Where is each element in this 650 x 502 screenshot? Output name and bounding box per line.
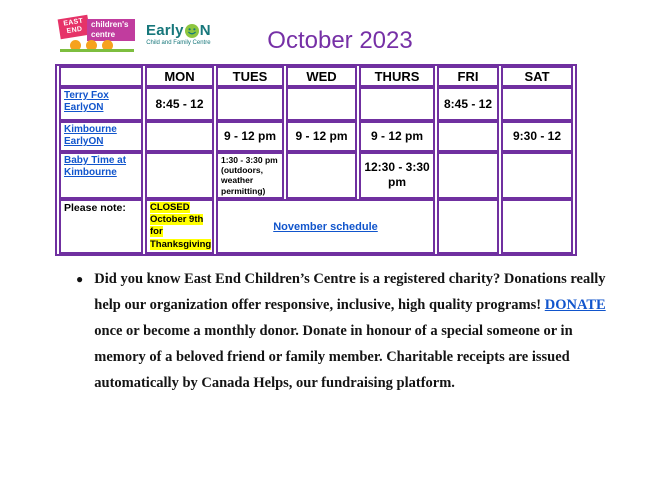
empty-cell [437,121,499,152]
col-header-wed: WED [286,66,357,87]
col-header-thurs: THURS [359,66,435,87]
row-label-cell [59,87,143,121]
table-row-please-note [59,199,573,254]
kimbourne-tues-cell: 9 - 12 pm [216,121,284,152]
empty-cell [437,152,499,199]
baby-time-thurs-cell: 12:30 - 3:30 pm [359,152,435,199]
donation-bullet-paragraph [76,266,624,396]
closed-highlight-text: CLOSED October 9th for Thanksgiving [150,201,212,250]
earlyon-word-right: N [199,22,211,39]
row-label-cell [59,121,143,152]
terry-fox-mon-cell: 8:45 - 12 [145,87,214,121]
kimbourne-wed-cell: 9 - 12 pm [286,121,357,152]
baby-time-kimbourne-link[interactable]: Baby Time at Kimbourne [64,155,127,178]
col-header-sat: SAT [501,66,573,87]
kimbourne-sat-cell: 9:30 - 12 [501,121,573,152]
earlyon-word-left: Early [146,22,184,39]
corner-cell [59,66,143,87]
east-end-badge-line2: END [66,25,83,36]
schedule-table [55,64,577,256]
childrens-centre-line2: centre [91,30,116,39]
table-row-baby-time [59,152,573,199]
bullet-icon: ● [76,272,84,286]
table-row-kimbourne [59,121,573,152]
please-note-label: Please note: [59,199,143,254]
col-header-mon: MON [145,66,214,87]
empty-cell [145,152,214,199]
childrens-centre-line1: children's [91,20,129,30]
empty-cell [216,87,284,121]
empty-cell [501,87,573,121]
november-schedule-cell [216,199,435,254]
col-header-tues: TUES [216,66,284,87]
donation-text-before: Did you know East End Children’s Centre is a registered charity? Donations really help our organization offer responsive, inclusive, high quality programs! [94,271,606,313]
kimbourne-thurs-cell: 9 - 12 pm [359,121,435,152]
empty-cell [437,199,499,254]
closed-thanksgiving-cell [145,199,214,254]
empty-cell [359,87,435,121]
page-title: October 2023 [267,27,413,54]
donation-text [94,266,624,396]
empty-cell [286,152,357,199]
terry-fox-earlyon-link[interactable]: Terry Fox EarlyON [64,90,109,113]
earlyon-tagline: Child and Family Centre [146,40,211,46]
table-header-row [59,66,573,87]
november-schedule-link[interactable]: November schedule [273,221,378,234]
row-label-cell [59,152,143,199]
empty-cell [286,87,357,121]
empty-cell [145,121,214,152]
donation-text-after: once or become a monthly donor. Donate in honour of a special someone or in memory of a beloved friend or family member. Charitable receipts are issued automatically by Canada Helps, our fundraising platform. [94,323,573,391]
terry-fox-fri-cell: 8:45 - 12 [437,87,499,121]
baby-time-tues-cell: 1:30 - 3:30 pm (outdoors, weather permitting) [216,152,284,199]
empty-cell [501,199,573,254]
col-header-fri: FRI [437,66,499,87]
east-end-badge-line1: EAST [62,17,84,28]
empty-cell [501,152,573,199]
kimbourne-earlyon-link[interactable]: Kimbourne EarlyON [64,124,117,147]
table-row-terry-fox [59,87,573,121]
donate-link[interactable]: DONATE [544,297,606,313]
